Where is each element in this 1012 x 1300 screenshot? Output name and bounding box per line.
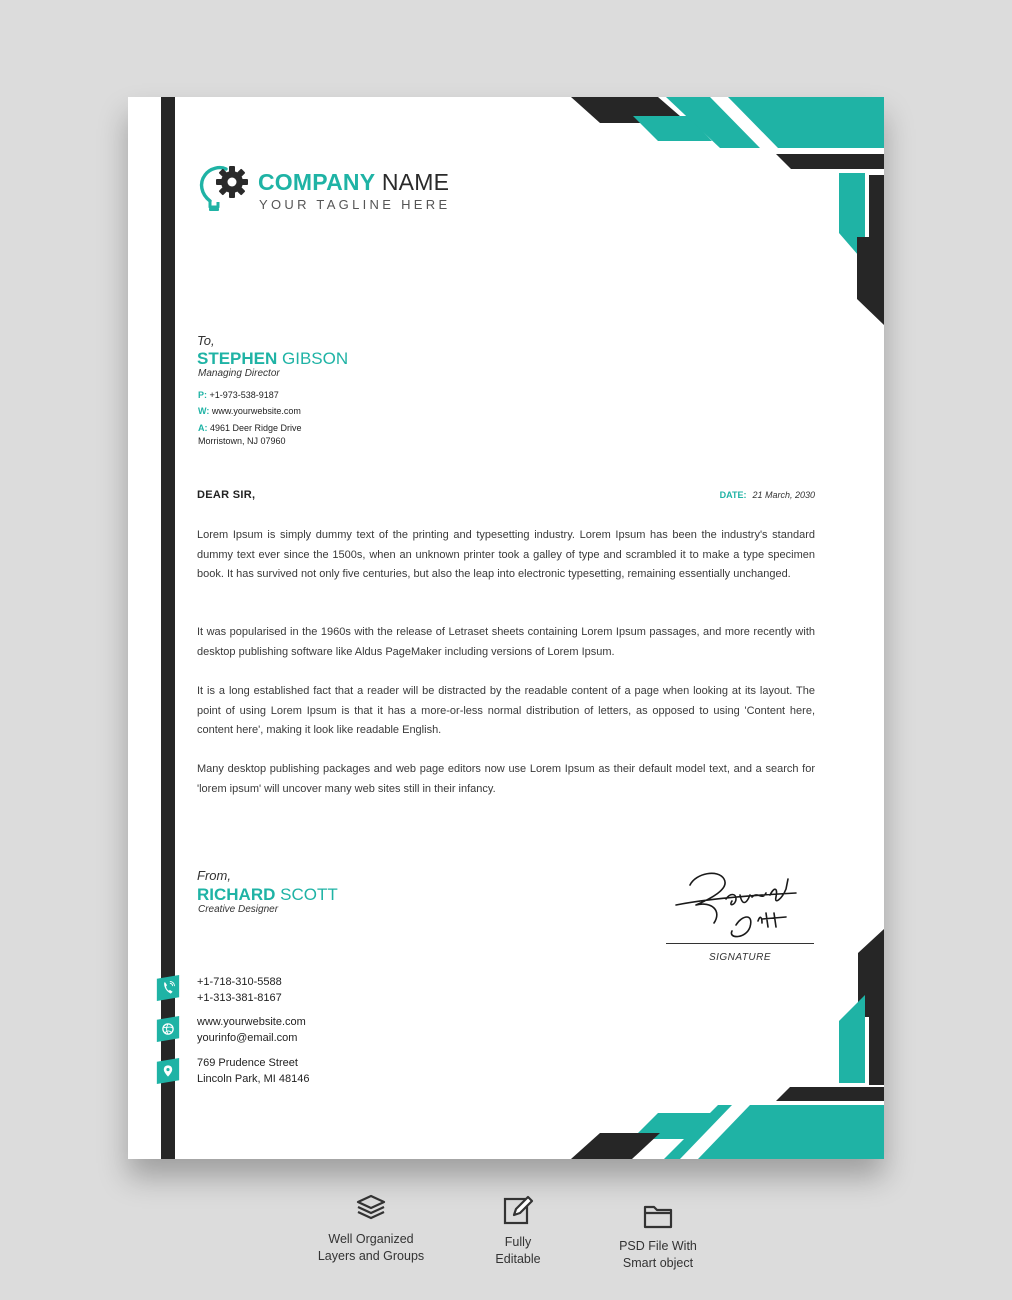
footer-email: yourinfo@email.com [197,1032,298,1044]
letter-date: DATE: 21 March, 2030 [719,490,815,500]
footer-address-2: Lincoln Park, MI 48146 [197,1073,310,1085]
body-paragraph-2: It was popularised in the 1960s with the release of Letraset sheets containing Lorem Ipsum passages, and more recently with desktop publishing software like Aldus PageMaker including versions of Lorem Ipsum. [197,626,815,658]
company-tagline: YOUR TAGLINE HERE [259,197,451,212]
company-name: COMPANY NAME [258,169,450,195]
signature-label: SIGNATURE [708,952,772,963]
footer-website: www.yourwebsite.com [197,1016,306,1028]
phone-icon [156,975,180,1001]
layers-icon [355,1193,387,1223]
salutation: DEAR SIR, [197,489,256,501]
recipient-name: STEPHEN GIBSON [197,349,349,368]
feature-psd: PSD File With Smart object [596,1202,720,1272]
sender-role: Creative Designer [198,904,279,915]
footer-address-1: 769 Prudence Street [197,1057,298,1069]
feature-strip [0,1190,1012,1290]
feature-layers: Well Organized Layers and Groups [300,1193,442,1265]
footer-phone-2: +1-313-381-8167 [197,992,282,1004]
footer-phone-1: +1-718-310-5588 [197,976,282,988]
letterhead-page [128,97,884,1159]
feature-editable: Fully Editable [470,1194,566,1268]
folder-icon [642,1202,674,1230]
from-label: From, [197,868,231,883]
edit-icon [502,1194,534,1226]
globe-icon [156,1016,180,1042]
recipient-website: W: www.yourwebsite.com [198,406,301,416]
recipient-role: Managing Director [198,368,280,379]
recipient-phone: P: +1-973-538-9187 [198,390,279,400]
body-paragraph-3: It is a long established fact that a reader will be distracted by the readable content of a page when looking at its layout. The point of using Lorem Ipsum is that it has a more-or-less normal distribution of letters, as opposed to using 'Content here, content here', making it look like readable English. [197,685,815,736]
company-logo [196,163,476,219]
lightbulb-gear-icon [196,163,254,213]
recipient-address: A: 4961 Deer Ridge Drive [198,423,302,433]
body-paragraph-1: Lorem Ipsum is simply dummy text of the printing and typesetting industry. Lorem Ipsum has been the industry's standard dummy text ever since the 1500s, when an unknown printer took a galley of type and scrambled it to make a type specimen book. It has survived not only five centuries, but also the leap into electronic typesetting, remaining essentially unchanged. [197,529,815,580]
handwritten-signature [666,865,816,945]
recipient-address-line2: Morristown, NJ 07960 [198,436,286,446]
location-pin-icon [156,1058,180,1084]
signature-line [666,943,814,944]
to-label: To, [197,333,215,348]
body-paragraph-4: Many desktop publishing packages and web page editors now use Lorem Ipsum as their default model text, and a search for 'lorem ipsum' will uncover many web sites still in their infancy. [197,763,815,795]
sender-name: RICHARD SCOTT [197,885,338,904]
